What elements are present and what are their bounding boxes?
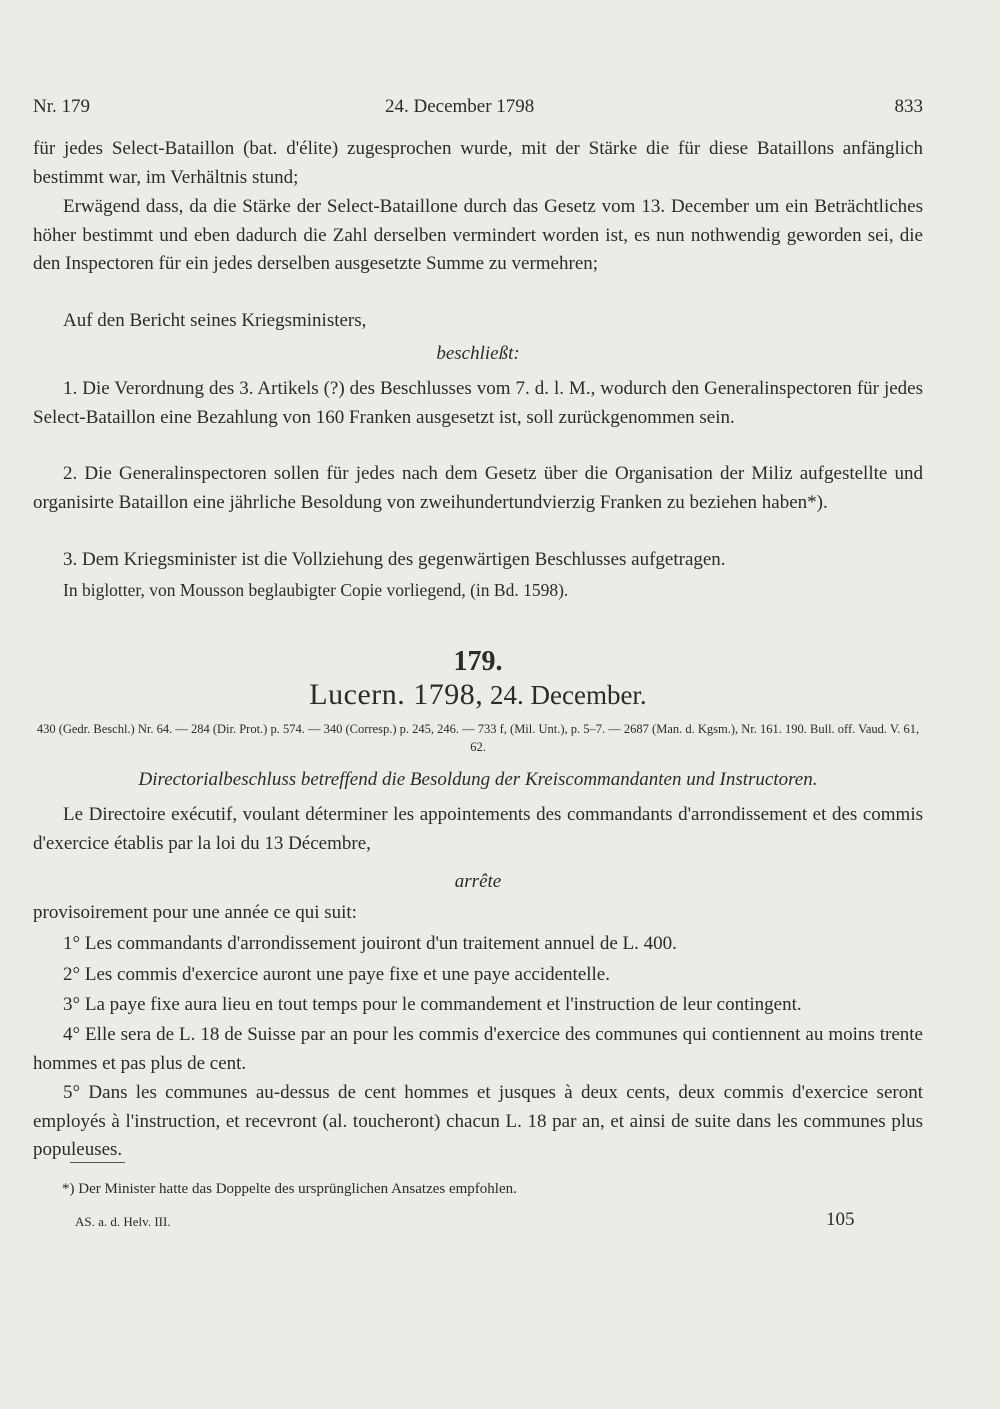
arrete-label: arrête [454,871,502,892]
header-entry-number: Nr. 179 [33,96,90,117]
header-page-number: 833 [894,96,923,117]
entry-heading [33,678,923,712]
heading-day-month: 24. December. [490,680,647,710]
french-intro: Le Directoire exécutif, voulant déterminer les appointements des commandants d'arrondissement et des commis d'exercice établis par la loi du 13 Décembre, [33,804,923,854]
french-article-5: 5° Dans les communes au-dessus de cent hommes et jusques à deux cents, deux commis d'exercice seront employés à l'instruction, et recevront (al. toucheront) chacun L. 18 par an, et ainsi de suite dans les communes plus populeuses. [33,1082,923,1160]
german-article-1: 1. Die Verordnung des 3. Artikels (?) des Beschlusses vom 7. d. l. M., wodurch den Generalinspectoren für jedes Select-Bataillon eine Bezahlung von 160 Franken ausgesetzt ist, soll zurückgenommen sein. [33,378,923,428]
paragraph-erwaegend: Erwägend dass, da die Stärke der Select-Bataillone durch das Gesetz vom 13. December um ein Beträchtliches höher bestimmt und eben dadurch die Zahl derselben vermindert worden ist, es nun nothwendig geworden sei, die den Inspectoren für ein jedes derselben ausgesetzte Summe zu vermehren; [33,196,923,274]
paragraph-continuation: für jedes Select-Bataillon (bat. d'élite) zugesprochen wurde, mit der Stärke die für diese Bataillons anfänglich bestimmt war, im Verhältnis stund; [33,138,923,188]
footnote-rule [70,1162,125,1163]
french-article-1: 1° Les commandants d'arrondissement jouiront d'un traitement annuel de L. 400. [63,933,677,954]
header-date: 24. December 1798 [385,96,535,117]
source-note: In biglotter, von Mousson beglaubigter Copie vorliegend, (in Bd. 1598). [63,580,569,600]
decree-title: Directorialbeschluss betreffend die Besoldung der Kreiscommandanten und Instructoren. [138,769,818,790]
archival-sources: 430 (Gedr. Beschl.) Nr. 64. — 284 (Dir. Prot.) p. 574. — 340 (Corresp.) p. 245, 246. — 733 f, (Mil. Unt.), p. 5–7. — 2687 (Man. d. Kgsm.), Nr. 161. 190. Bull. off. Vaud. V. 61, 62. [36,722,920,754]
running-header [33,96,923,120]
german-article-3: 3. Dem Kriegsminister ist die Vollziehung des gegenwärtigen Beschlusses aufgetragen. [63,549,726,570]
french-article-2: 2° Les commis d'exercice auront une paye fixe et une paye accidentelle. [63,964,610,985]
footer-signature: AS. a. d. Helv. III. [75,1214,171,1229]
entry-number: 179. [453,646,503,677]
french-article-3: 3° La paye fixe aura lieu en tout temps pour le commandement et l'instruction de leur contingent. [63,994,802,1015]
german-article-2: 2. Die Generalinspectoren sollen für jedes nach dem Gesetz über die Organisation der Miliz aufgestellte und organisirte Bataillon eine jährliche Besoldung von zweihundertundvierzig Franken zu beziehen haben*). [33,463,923,513]
beschliesst-label: beschließt: [436,343,520,364]
footer-sheet-number: 105 [826,1209,855,1230]
heading-place-year: Lucern. 1798, [309,678,484,711]
french-provisoirement: provisoirement pour une année ce qui suit: [33,902,357,923]
paragraph-auf-den-bericht: Auf den Bericht seines Kriegsministers, [63,310,367,331]
french-article-4: 4° Elle sera de L. 18 de Suisse par an pour les commis d'exercice des communes qui contiennent au moins trente hommes et pas plus de cent. [33,1024,923,1074]
footnote: *) Der Minister hatte das Doppelte des ursprünglichen Ansatzes empfohlen. [62,1181,517,1197]
